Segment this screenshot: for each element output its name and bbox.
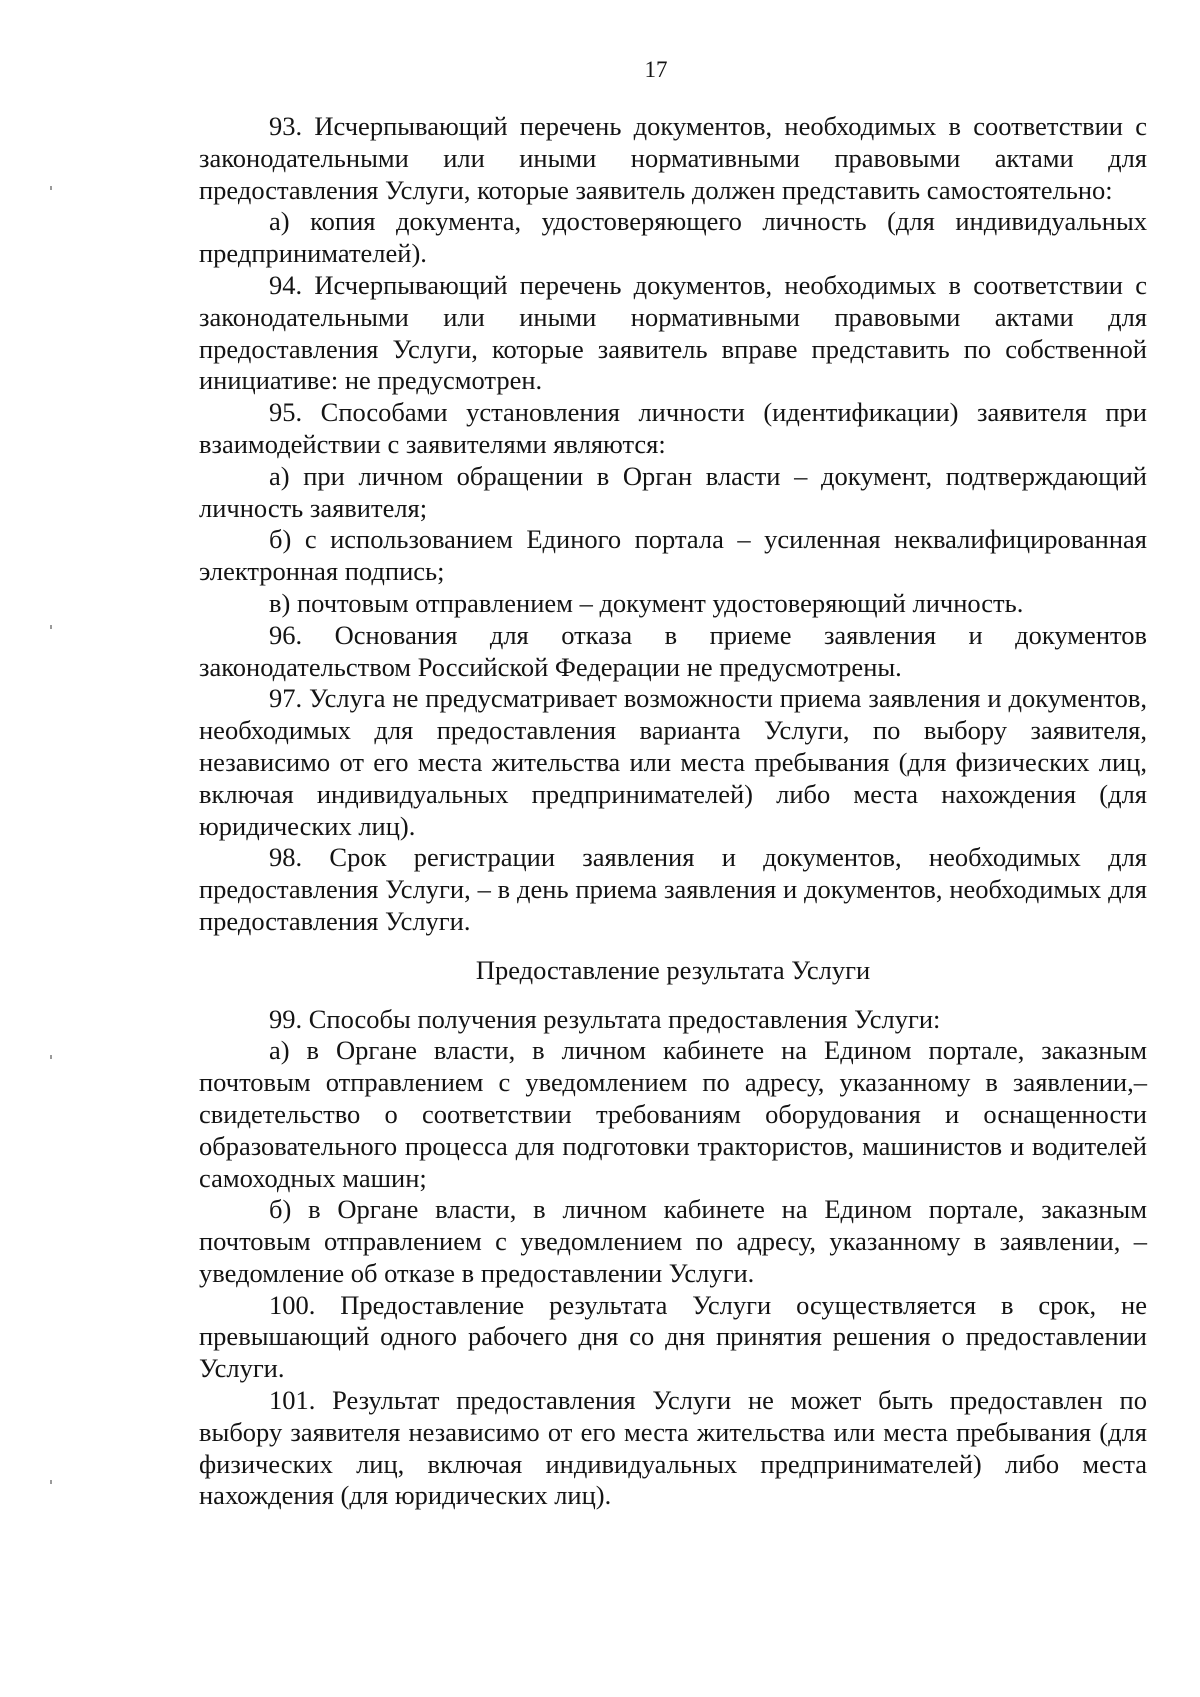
- paragraph-93-a: а) копия документа, удостоверяющего личность (для индивидуальных предпринимателей).: [199, 206, 1147, 269]
- paragraph-95-a: а) при личном обращении в Орган власти – документ, подтверждающий личность заявителя;: [199, 460, 1147, 523]
- paragraph-94: 94. Исчерпывающий перечень документов, необходимых в соответствии с законодательными или иными нормативными правовыми актами для предоставления Услуги, которые заявитель вправе представить по собственной инициативе: не предусмотрен.: [199, 269, 1147, 396]
- paragraph-95-b: б) с использованием Единого портала – усиленная неквалифицированная электронная подпись;: [199, 524, 1147, 587]
- page-number: 17: [644, 57, 668, 82]
- paragraph-95-v: в) почтовым отправлением – документ удостоверяющий личность.: [269, 587, 1024, 618]
- paragraph-99: 99. Способы получения результата предоставления Услуги:: [269, 1003, 941, 1034]
- section-heading: Предоставление результата Услуги: [475, 954, 871, 985]
- scan-mark: [50, 186, 52, 190]
- scan-mark: [50, 1055, 52, 1059]
- paragraph-96: 96. Основания для отказа в приеме заявления и документов законодательством Российской Федерации не предусмотрены.: [199, 619, 1147, 682]
- scan-mark: [50, 625, 52, 629]
- paragraph-99-b: б) в Органе власти, в личном кабинете на Едином портале, заказным почтовым отправлением с уведомлением по адресу, указанному в заявлении, – уведомление об отказе в предоставлении Услуги.: [199, 1194, 1147, 1288]
- paragraph-93: 93. Исчерпывающий перечень документов, необходимых в соответствии с законодательными или иными нормативными правовыми актами для предоставления Услуги, которые заявитель должен представить самостоятельно:: [199, 111, 1147, 205]
- paragraph-100: 100. Предоставление результата Услуги осуществляется в срок, не превышающий одного рабочего дня со дня принятия решения о предоставлении Услуги.: [199, 1289, 1147, 1384]
- paragraph-98: 98. Срок регистрации заявления и документов, необходимых для предоставления Услуги, – в день приема заявления и документов, необходимых для предоставления Услуги.: [199, 842, 1147, 936]
- paragraph-95: 95. Способами установления личности (идентификации) заявителя при взаимодействии с заявителями являются:: [199, 397, 1147, 459]
- document-body: [199, 111, 1147, 1512]
- paragraph-99-a: а) в Органе власти, в личном кабинете на Едином портале, заказным почтовым отправлением с уведомлением по адресу, указанному в заявлении,– свидетельство о соответствии требованиям оборудования и оснащенности образовательного процесса для подготовки трактористов, машинистов и водителей самоходных машин;: [199, 1035, 1147, 1193]
- paragraph-97: 97. Услуга не предусматривает возможности приема заявления и документов, необходимых для предоставления варианта Услуги, по выбору заявителя, независимо от его места жительства или места пребывания (для физических лиц, включая индивидуальных предпринимателей) либо места нахождения (для юридических лиц).: [199, 683, 1147, 841]
- paragraph-101: 101. Результат предоставления Услуги не может быть предоставлен по выбору заявителя независимо от его места жительства или места пребывания (для физических лиц, включая индивидуальных предпринимателей) либо места нахождения (для юридических лиц).: [199, 1385, 1147, 1511]
- scan-mark: [50, 1480, 52, 1484]
